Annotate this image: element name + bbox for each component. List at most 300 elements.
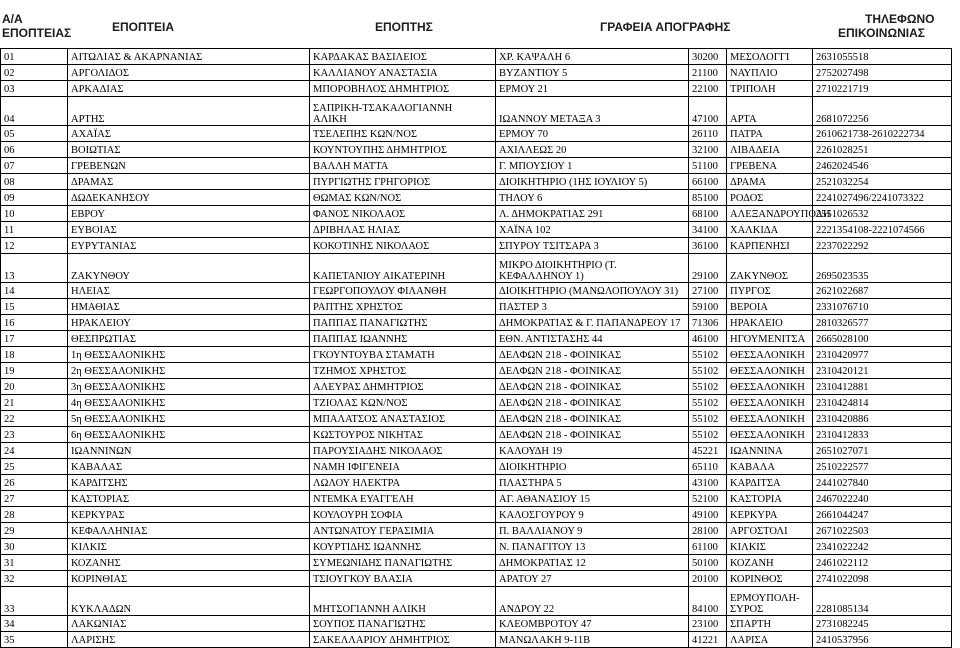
cell-region	[68, 126, 310, 142]
cell-number-text: 25	[4, 462, 15, 473]
cell-zip-text: 36100	[692, 241, 719, 252]
table-row	[1, 174, 952, 190]
cell-address	[496, 142, 689, 158]
cell-number	[1, 459, 68, 475]
cell-supervisor	[310, 443, 496, 459]
cell-zip	[689, 142, 727, 158]
cell-phone-text: 2621022687	[816, 286, 869, 297]
cell-region-text: ΓΡΕΒΕΝΩΝ	[71, 161, 126, 172]
cell-address	[496, 97, 689, 126]
cell-phone	[813, 475, 952, 491]
cell-zip	[689, 539, 727, 555]
cell-supervisor	[310, 459, 496, 475]
cell-zip-text: 55102	[692, 398, 719, 409]
cell-city	[727, 347, 813, 363]
table-row	[1, 222, 952, 238]
cell-number-text: 05	[4, 129, 15, 140]
cell-city-text: ΚΑΡΔΙΤΣΑ	[730, 478, 781, 489]
cell-phone-text: 2261028251	[816, 145, 869, 156]
cell-number	[1, 97, 68, 126]
cell-city	[727, 254, 813, 283]
cell-address	[496, 158, 689, 174]
cell-zip	[689, 97, 727, 126]
cell-region-text: ΙΩΑΝΝΙΝΩΝ	[71, 446, 132, 457]
header-tel-line1: ΤΗΛΕΦΩΝΟ	[865, 12, 935, 26]
cell-address-text: ΕΡΜΟΥ 70	[499, 129, 548, 140]
cell-phone-text: 2551026532	[816, 209, 869, 220]
cell-address-text: ΔΕΛΦΩΝ 218 - ΦΟΙΝΙΚΑΣ	[499, 382, 622, 393]
cell-region-text: 6η ΘΕΣΣΑΛΟΝΙΚΗΣ	[71, 430, 166, 441]
cell-supervisor-text: ΚΟΥΝΤΟΥΠΗΣ ΔΗΜΗΤΡΙΟΣ	[313, 145, 447, 156]
cell-city	[727, 126, 813, 142]
cell-zip-text: 50100	[692, 558, 719, 569]
table-row	[1, 459, 952, 475]
cell-supervisor-text: ΚΑΠΕΤΑΝΙΟΥ ΑΙΚΑΤΕΡΙΝΗ	[313, 271, 446, 282]
cell-number-text: 08	[4, 177, 15, 188]
cell-phone-text: 2461022112	[816, 558, 869, 569]
cell-phone-text: 2631055518	[816, 52, 869, 63]
cell-zip	[689, 190, 727, 206]
header-grafeia: ΓΡΑΦΕΙΑ ΑΠΟΓΡΑΦΗΣ	[600, 20, 731, 34]
cell-region-text: ΕΥΡΥΤΑΝΙΑΣ	[71, 241, 137, 252]
cell-phone-text: 2310412833	[816, 430, 869, 441]
cell-zip	[689, 206, 727, 222]
cell-zip-text: 29100	[692, 271, 719, 282]
cell-supervisor-text: ΑΝΤΩΝΑΤΟΥ ΓΕΡΑΣΙΜΙΑ	[313, 526, 435, 537]
cell-zip	[689, 379, 727, 395]
table-row	[1, 331, 952, 347]
cell-supervisor	[310, 142, 496, 158]
cell-number	[1, 475, 68, 491]
cell-phone-text: 2221354108-2221074566	[816, 225, 925, 236]
cell-address-text: ΚΑΛΟΣΓΟΥΡΟΥ 9	[499, 510, 584, 521]
cell-city-text: ΘΕΣΣΑΛΟΝΙΚΗ	[730, 366, 805, 377]
cell-city	[727, 174, 813, 190]
cell-supervisor	[310, 81, 496, 97]
cell-address	[496, 81, 689, 97]
cell-region	[68, 523, 310, 539]
cell-city-text: ΠΥΡΓΟΣ	[730, 286, 771, 297]
cell-supervisor-text: ΑΛΕΥΡΑΣ ΔΗΜΗΤΡΙΟΣ	[313, 382, 424, 393]
cell-zip-text: 45221	[692, 446, 719, 457]
cell-city	[727, 395, 813, 411]
cell-city-text: ΘΕΣΣΑΛΟΝΙΚΗ	[730, 414, 805, 425]
cell-number-text: 01	[4, 52, 15, 63]
cell-city	[727, 411, 813, 427]
table-row	[1, 126, 952, 142]
cell-address	[496, 443, 689, 459]
cell-number-text: 29	[4, 526, 15, 537]
cell-number	[1, 299, 68, 315]
cell-city	[727, 491, 813, 507]
cell-region	[68, 81, 310, 97]
cell-city-text: ΝΑΥΠΛΙΟ	[730, 68, 778, 79]
cell-number-text: 34	[4, 619, 15, 630]
cell-address	[496, 222, 689, 238]
cell-zip	[689, 222, 727, 238]
cell-phone	[813, 174, 952, 190]
cell-region	[68, 539, 310, 555]
cell-region	[68, 299, 310, 315]
cell-address	[496, 475, 689, 491]
cell-supervisor	[310, 571, 496, 587]
cell-zip	[689, 299, 727, 315]
cell-phone	[813, 523, 952, 539]
cell-city-text: ΜΕΣΟΛΟΓΓΙ	[730, 52, 790, 63]
cell-phone	[813, 491, 952, 507]
cell-phone	[813, 331, 952, 347]
cell-phone-text: 2237022292	[816, 241, 869, 252]
census-offices-table	[0, 48, 952, 648]
cell-address-text: ΔΕΛΦΩΝ 218 - ΦΟΙΝΙΚΑΣ	[499, 366, 622, 377]
cell-region	[68, 315, 310, 331]
cell-city-text: ΘΕΣΣΑΛΟΝΙΚΗ	[730, 398, 805, 409]
cell-address	[496, 587, 689, 616]
cell-supervisor	[310, 299, 496, 315]
cell-city	[727, 97, 813, 126]
cell-number-text: 33	[4, 604, 15, 615]
cell-phone	[813, 65, 952, 81]
cell-phone	[813, 411, 952, 427]
cell-number-text: 13	[4, 271, 15, 282]
cell-supervisor-line2: ΑΛΙΚΗ	[313, 114, 347, 125]
table-row	[1, 315, 952, 331]
cell-city-text: ΚΑΒΑΛΑ	[730, 462, 775, 473]
cell-supervisor	[310, 49, 496, 65]
cell-region	[68, 632, 310, 648]
cell-phone	[813, 126, 952, 142]
table-row	[1, 632, 952, 648]
cell-address	[496, 315, 689, 331]
cell-zip-text: 20100	[692, 574, 719, 585]
table-row	[1, 427, 952, 443]
table-row	[1, 587, 952, 616]
cell-number-text: 17	[4, 334, 15, 345]
cell-number	[1, 632, 68, 648]
cell-city	[727, 379, 813, 395]
cell-city-text: ΠΑΤΡΑ	[730, 129, 763, 140]
cell-zip	[689, 587, 727, 616]
cell-region-text: ΛΑΚΩΝΙΑΣ	[71, 619, 127, 630]
table-row	[1, 475, 952, 491]
cell-zip	[689, 507, 727, 523]
cell-region-text: ΚΙΛΚΙΣ	[71, 542, 107, 553]
cell-supervisor	[310, 65, 496, 81]
cell-supervisor	[310, 587, 496, 616]
cell-city-text: ΑΡΤΑ	[730, 114, 757, 125]
cell-zip	[689, 158, 727, 174]
cell-city-text: ΚΑΡΠΕΝΗΣΙ	[730, 241, 790, 252]
cell-region	[68, 459, 310, 475]
cell-phone	[813, 459, 952, 475]
cell-address	[496, 571, 689, 587]
cell-phone	[813, 81, 952, 97]
cell-zip-text: 65110	[692, 462, 718, 473]
cell-supervisor-text: ΜΠΑΛΑΤΣΟΣ ΑΝΑΣΤΑΣΙΟΣ	[313, 414, 446, 425]
cell-address	[496, 459, 689, 475]
cell-region	[68, 475, 310, 491]
cell-zip-text: 47100	[692, 114, 719, 125]
cell-address-text: ΔΙΟΙΚΗΤΗΡΙΟ (ΜΑΝΩΛΟΠΟΥΛΟΥ 31)	[499, 286, 679, 297]
cell-region-text: ΔΩΔΕΚΑΝΗΣΟΥ	[71, 193, 150, 204]
cell-region-text: ΚΕΦΑΛΛΗΝΙΑΣ	[71, 526, 148, 537]
cell-number-text: 22	[4, 414, 15, 425]
cell-supervisor-text: ΠΥΡΓΙΩΤΗΣ ΓΡΗΓΟΡΙΟΣ	[313, 177, 431, 188]
cell-phone	[813, 222, 952, 238]
cell-phone	[813, 254, 952, 283]
cell-address-text: ΑΡΑΤΟΥ 27	[499, 574, 552, 585]
cell-zip-text: 41221	[692, 635, 719, 646]
cell-address-text: ΧΡ. ΚΑΨΑΛΗ 6	[499, 52, 571, 63]
header-aa-line2: ΕΠΟΠΤΕΙΑΣ	[2, 26, 72, 40]
cell-number-text: 12	[4, 241, 15, 252]
cell-address	[496, 206, 689, 222]
cell-phone	[813, 363, 952, 379]
cell-zip	[689, 363, 727, 379]
cell-number-text: 23	[4, 430, 15, 441]
cell-zip	[689, 523, 727, 539]
cell-phone-text: 2281085134	[816, 604, 869, 615]
cell-supervisor-line1: ΣΑΠΡΙΚΗ-ΤΣΑΚΑΛΟΓΙΑΝΝΗ	[313, 103, 453, 114]
cell-supervisor	[310, 616, 496, 632]
cell-supervisor-text: ΔΡΙΒΗΛΑΣ ΗΛΙΑΣ	[313, 225, 400, 236]
cell-number-text: 09	[4, 193, 15, 204]
cell-supervisor	[310, 379, 496, 395]
cell-region-text: ΛΑΡΙΣΗΣ	[71, 635, 116, 646]
table-row	[1, 254, 952, 283]
cell-city-text: ΧΑΛΚΙΔΑ	[730, 225, 779, 236]
cell-city-text: ΓΡΕΒΕΝΑ	[730, 161, 777, 172]
header-aa-line1: Α/Α	[2, 12, 23, 26]
cell-address-text: Γ. ΜΠΟΥΣΙΟΥ 1	[499, 161, 573, 172]
cell-number-text: 27	[4, 494, 15, 505]
cell-city	[727, 238, 813, 254]
cell-region	[68, 571, 310, 587]
cell-zip-text: 85100	[692, 193, 719, 204]
table-body	[1, 49, 952, 648]
cell-supervisor-text: ΣΑΚΕΛΛΑΡΙΟΥ ΔΗΜΗΤΡΙΟΣ	[313, 635, 450, 646]
cell-region	[68, 49, 310, 65]
cell-number-text: 14	[4, 286, 15, 297]
cell-phone-text: 2341022242	[816, 542, 869, 553]
cell-zip	[689, 571, 727, 587]
cell-region	[68, 587, 310, 616]
cell-city-text: ΚΙΛΚΙΣ	[730, 542, 766, 553]
cell-phone	[813, 379, 952, 395]
cell-region-text: 1η ΘΕΣΣΑΛΟΝΙΚΗΣ	[71, 350, 166, 361]
cell-phone-text: 2310420977	[816, 350, 869, 361]
table-row	[1, 238, 952, 254]
cell-number	[1, 571, 68, 587]
cell-region	[68, 443, 310, 459]
cell-supervisor-text: ΚΑΡΔΑΚΑΣ ΒΑΣΙΛΕΙΟΣ	[313, 52, 427, 63]
cell-address	[496, 507, 689, 523]
cell-city-text: ΤΡΙΠΟΛΗ	[730, 84, 776, 95]
cell-phone-text: 2610621738-2610222734	[816, 129, 925, 140]
cell-number	[1, 555, 68, 571]
cell-phone-text: 2810326577	[816, 318, 869, 329]
cell-supervisor-text: ΠΑΡΟΥΣΙΑΔΗΣ ΝΙΚΟΛΑΟΣ	[313, 446, 443, 457]
cell-number-text: 21	[4, 398, 15, 409]
cell-zip	[689, 283, 727, 299]
cell-number	[1, 443, 68, 459]
cell-region-text: ΗΜΑΘΙΑΣ	[71, 302, 120, 313]
cell-address-text: Λ. ΔΗΜΟΚΡΑΤΙΑΣ 291	[499, 209, 604, 220]
cell-zip	[689, 347, 727, 363]
table-row	[1, 363, 952, 379]
cell-phone-text: 2467022240	[816, 494, 869, 505]
cell-region-text: ΗΛΕΙΑΣ	[71, 286, 110, 297]
cell-address	[496, 283, 689, 299]
cell-phone-text: 2671022503	[816, 526, 869, 537]
cell-city-text: ΡΟΔΟΣ	[730, 193, 764, 204]
cell-phone-text: 2310420886	[816, 414, 869, 425]
cell-city	[727, 632, 813, 648]
cell-phone-text: 2510222577	[816, 462, 869, 473]
cell-phone	[813, 571, 952, 587]
cell-city-text: ΘΕΣΣΑΛΟΝΙΚΗ	[730, 350, 805, 361]
cell-phone-text: 2661044247	[816, 510, 869, 521]
cell-supervisor-text: ΚΟΥΛΟΥΡΗ ΣΟΦΙΑ	[313, 510, 404, 521]
cell-address-text: ΚΛΕΟΜΒΡΟΤΟΥ 47	[499, 619, 592, 630]
cell-address-text: ΕΡΜΟΥ 21	[499, 84, 548, 95]
cell-phone	[813, 142, 952, 158]
cell-supervisor	[310, 491, 496, 507]
cell-address	[496, 379, 689, 395]
cell-number	[1, 142, 68, 158]
cell-region-text: 3η ΘΕΣΣΑΛΟΝΙΚΗΣ	[71, 382, 166, 393]
cell-phone	[813, 555, 952, 571]
cell-address-text: ΜΑΝΩΛΑΚΗ 9-11Β	[499, 635, 591, 646]
cell-number	[1, 539, 68, 555]
cell-city-text: ΗΡΑΚΛΕΙΟ	[730, 318, 783, 329]
cell-supervisor	[310, 222, 496, 238]
cell-phone-text: 2310424814	[816, 398, 869, 409]
cell-city-text: ΑΛΕΞΑΝΔΡΟΥΠΟΛΗ	[730, 209, 831, 220]
cell-address-text: ΑΝΔΡΟΥ 22	[499, 604, 555, 615]
cell-supervisor	[310, 126, 496, 142]
cell-city	[727, 587, 813, 616]
cell-number-text: 16	[4, 318, 15, 329]
header-epopteia: ΕΠΟΠΤΕΙΑ	[112, 20, 175, 34]
cell-region-text: 2η ΘΕΣΣΑΛΟΝΙΚΗΣ	[71, 366, 166, 377]
cell-supervisor	[310, 427, 496, 443]
cell-number-text: 20	[4, 382, 15, 393]
cell-phone	[813, 49, 952, 65]
cell-number-text: 32	[4, 574, 15, 585]
cell-region	[68, 283, 310, 299]
cell-zip	[689, 632, 727, 648]
cell-number	[1, 190, 68, 206]
cell-phone	[813, 97, 952, 126]
cell-region	[68, 347, 310, 363]
table-row	[1, 206, 952, 222]
cell-supervisor	[310, 174, 496, 190]
cell-phone-text: 2695023535	[816, 271, 869, 282]
cell-zip	[689, 315, 727, 331]
cell-address-line2: ΚΕΦΑΛΛΗΝΟΥ 1)	[499, 271, 584, 282]
cell-zip	[689, 427, 727, 443]
cell-address-text: ΠΛΑΣΤΗΡΑ 5	[499, 478, 562, 489]
cell-supervisor-text: ΚΑΛΛΙΑΝΟΥ ΑΝΑΣΤΑΣΙΑ	[313, 68, 438, 79]
cell-zip-text: 55102	[692, 350, 719, 361]
cell-city-text: ΚΟΖΑΝΗ	[730, 558, 774, 569]
cell-phone-text: 2651027071	[816, 446, 869, 457]
cell-region-text: ΑΙΤΩΛΙΑΣ & ΑΚΑΡΝΑΝΙΑΣ	[71, 52, 203, 63]
table-row	[1, 443, 952, 459]
cell-number	[1, 81, 68, 97]
cell-address-text: ΧΑΪΝΑ 102	[499, 225, 551, 236]
cell-region	[68, 395, 310, 411]
cell-supervisor	[310, 97, 496, 126]
cell-supervisor-text: ΠΑΠΠΑΣ ΠΑΝΑΓΙΩΤΗΣ	[313, 318, 428, 329]
cell-number-text: 24	[4, 446, 15, 457]
cell-supervisor-text: ΤΖΙΟΛΑΣ ΚΩΝ/ΝΟΣ	[313, 398, 408, 409]
cell-number-text: 19	[4, 366, 15, 377]
cell-supervisor-text: ΤΣΙΟΥΓΚΟΥ ΒΛΑΣΙΑ	[313, 574, 413, 585]
cell-zip	[689, 331, 727, 347]
cell-phone	[813, 299, 952, 315]
cell-zip	[689, 459, 727, 475]
cell-phone	[813, 427, 952, 443]
table-row	[1, 555, 952, 571]
cell-address-text: ΕΘΝ. ΑΝΤΙΣΤΑΣΗΣ 44	[499, 334, 603, 345]
cell-city-text: ΒΕΡΟΙΑ	[730, 302, 768, 313]
cell-region-text: ΘΕΣΠΡΩΤΙΑΣ	[71, 334, 136, 345]
cell-city	[727, 299, 813, 315]
cell-region-text: ΒΟΙΩΤΙΑΣ	[71, 145, 121, 156]
cell-zip	[689, 411, 727, 427]
cell-address-text: ΙΩΑΝΝΟΥ ΜΕΤΑΞΑ 3	[499, 114, 601, 125]
cell-zip-text: 61100	[692, 542, 718, 553]
cell-region	[68, 427, 310, 443]
table-row	[1, 65, 952, 81]
cell-region	[68, 363, 310, 379]
cell-number-text: 04	[4, 114, 15, 125]
cell-supervisor-text: ΝΤΕΜΚΑ ΕΥΑΓΓΕΛΗ	[313, 494, 414, 505]
cell-phone	[813, 507, 952, 523]
cell-city	[727, 283, 813, 299]
cell-number	[1, 238, 68, 254]
cell-city-text: ΛΙΒΑΔΕΙΑ	[730, 145, 780, 156]
cell-zip	[689, 491, 727, 507]
cell-phone-text: 2521032254	[816, 177, 869, 188]
cell-phone-text: 2241027496/2241073322	[816, 193, 924, 204]
cell-zip	[689, 616, 727, 632]
cell-region	[68, 238, 310, 254]
cell-supervisor-text: ΤΖΗΜΟΣ ΧΡΗΣΤΟΣ	[313, 366, 407, 377]
cell-number-text: 26	[4, 478, 15, 489]
cell-supervisor-text: ΚΟΥΡΤΙΔΗΣ ΙΩΑΝΝΗΣ	[313, 542, 422, 553]
cell-phone	[813, 443, 952, 459]
cell-address-text: ΔΕΛΦΩΝ 218 - ΦΟΙΝΙΚΑΣ	[499, 414, 622, 425]
cell-number	[1, 427, 68, 443]
cell-address	[496, 616, 689, 632]
cell-zip-text: 55102	[692, 382, 719, 393]
cell-region	[68, 616, 310, 632]
cell-city-text: ΚΑΣΤΟΡΙΑ	[730, 494, 783, 505]
cell-city-text: ΑΡΓΟΣΤΟΛΙ	[730, 526, 788, 537]
cell-address-text: ΔΕΛΦΩΝ 218 - ΦΟΙΝΙΚΑΣ	[499, 430, 622, 441]
cell-region-text: ΕΒΡΟΥ	[71, 209, 105, 220]
table-row	[1, 142, 952, 158]
cell-phone	[813, 539, 952, 555]
table-row	[1, 97, 952, 126]
cell-zip-text: 27100	[692, 286, 719, 297]
cell-city-line2: ΣΥΡΟΣ	[730, 604, 764, 615]
cell-address	[496, 523, 689, 539]
cell-zip-text: 55102	[692, 414, 719, 425]
